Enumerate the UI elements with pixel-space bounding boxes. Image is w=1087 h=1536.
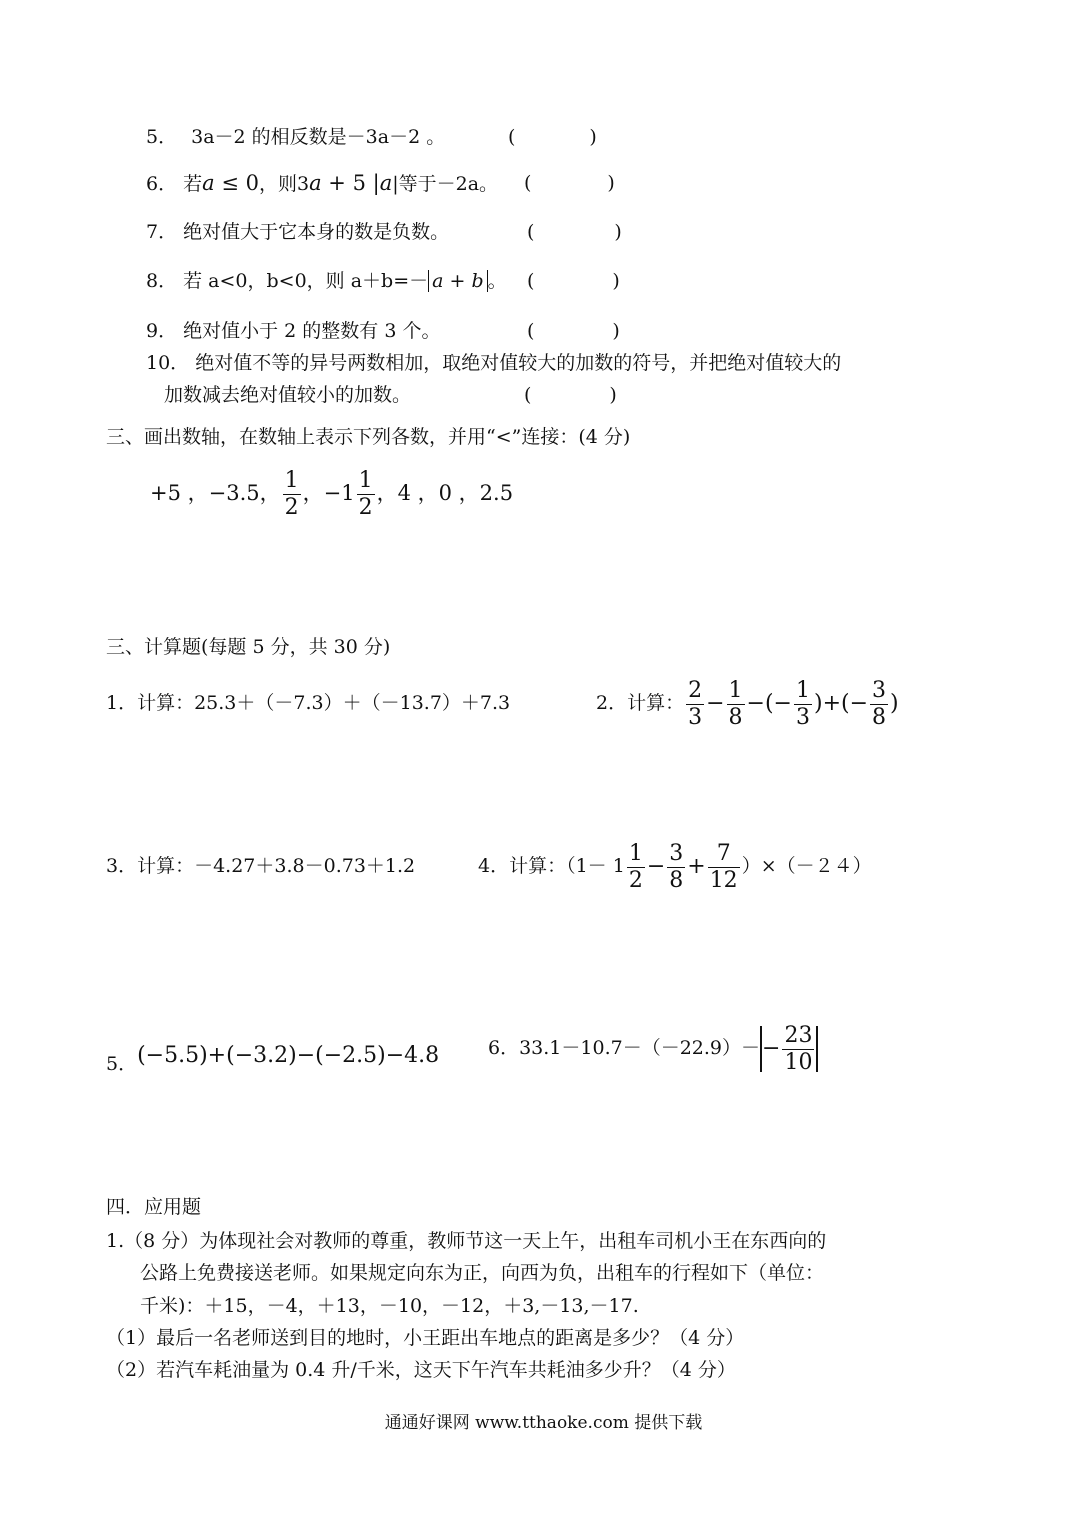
section-application-title: 四．应用题 xyxy=(106,1196,202,1218)
item-number: 8． xyxy=(146,270,178,292)
absolute-value: a + b xyxy=(428,270,488,292)
answer-paren-9[interactable]: ( ) xyxy=(527,320,620,342)
app-q1-line1: 1.（8 分）为体现社会对教师的尊重，教师节这一天上午，出租车司机小王在东西向的 xyxy=(106,1230,827,1252)
item-number: 5． xyxy=(146,126,178,148)
section-calc-title: 三、计算题(每题 5 分，共 30 分) xyxy=(106,636,391,658)
item-text: 绝对值大于它本身的数是负数。 xyxy=(183,221,450,243)
answer-paren-5[interactable]: ( ) xyxy=(508,126,597,148)
item-10-line2: 加数减去绝对值较小的加数。 xyxy=(164,384,412,406)
item-text: 绝对值小于 2 的整数有 3 个。 xyxy=(183,320,441,342)
calc-problem-4: 4．计算：（1－ 1 $\frac{1}{2}$ − $\frac{3}{8}$ + $\frac{7}{12}$ ）×（－２４） xyxy=(478,840,872,893)
item-9 xyxy=(146,318,440,344)
calc-problem-5: 5．(−5.5)+(−3.2)−(−2.5)−4.8 xyxy=(106,1043,440,1075)
answer-paren-8[interactable]: ( ) xyxy=(527,270,620,292)
item-7 xyxy=(146,219,449,245)
page-footer: 通通好课网 www.tthaoke.com 提供下载 xyxy=(384,1413,703,1433)
answer-paren-6[interactable]: ( ) xyxy=(524,172,615,194)
app-q1-sub2: （2）若汽车耗油量为 0.4 升/千米，这天下午汽车共耗油多少升？（4 分） xyxy=(106,1359,736,1381)
calc-problem-1: 1．计算：25.3＋（－7.3）＋（－13.7）＋7.3 xyxy=(106,692,511,714)
answer-paren-10[interactable]: ( ) xyxy=(524,384,617,406)
number-list: +5 ，−3.5， $\frac{1}{2}$ ，−1 $\frac{1}{2}$ ，4 ，0 ，2.5 xyxy=(150,468,514,520)
item-number: 6． xyxy=(146,173,178,195)
item-number: 10． xyxy=(146,352,190,374)
item-5 xyxy=(146,124,445,150)
calc-problem-3: 3．计算：－4.27＋3.8－0.73＋1.2 xyxy=(106,855,416,877)
item-8: 8． 若 a<0，b<0，则 a＋b=－ a + b 。 xyxy=(146,270,507,292)
app-q1-line3: 千米)：＋15，－4，＋13，－10，－12，＋3,－13,－17. xyxy=(140,1295,639,1317)
abs-bar-right xyxy=(816,1026,818,1072)
app-q1-line2: 公路上免费接送老师。如果规定向东为正，向西为负，出租车的行程如下（单位： xyxy=(140,1262,825,1284)
item-text-line1: 绝对值不等的异号两数相加，取绝对值较大的加数的符号，并把绝对值较大的 xyxy=(195,352,842,374)
item-10 xyxy=(146,350,841,376)
item-text: 3a－2 的相反数是－3a－2 。 xyxy=(191,126,446,148)
section-number-line-title: 三、画出数轴，在数轴上表示下列各数，并用“<”连接：(4 分) xyxy=(106,426,631,448)
calc-problem-2: 2．计算： $\frac{2}{3}$ − $\frac{1}{8}$ −(− $\frac{1}{3}$ )+(− $\frac{3}{8}$ ) xyxy=(596,677,899,730)
item-number: 9． xyxy=(146,320,178,342)
answer-paren-7[interactable]: ( ) xyxy=(527,221,622,243)
fraction-one-half-mixed: $\frac{1}{2}$ xyxy=(358,468,373,520)
fraction-one-half: $\frac{1}{2}$ xyxy=(284,468,299,520)
calc-problem-6: 6．33.1－10.7－（－22.9）－− $\frac{23}{10}$ xyxy=(488,1020,818,1077)
app-q1-sub1: （1）最后一名老师送到目的地时，小王距出车地点的距离是多少？（4 分） xyxy=(106,1327,745,1349)
item-number: 7． xyxy=(146,221,178,243)
item-6: 6． 若a ≤ 0，则3a + 5 |a|等于－2a。 xyxy=(146,171,499,195)
